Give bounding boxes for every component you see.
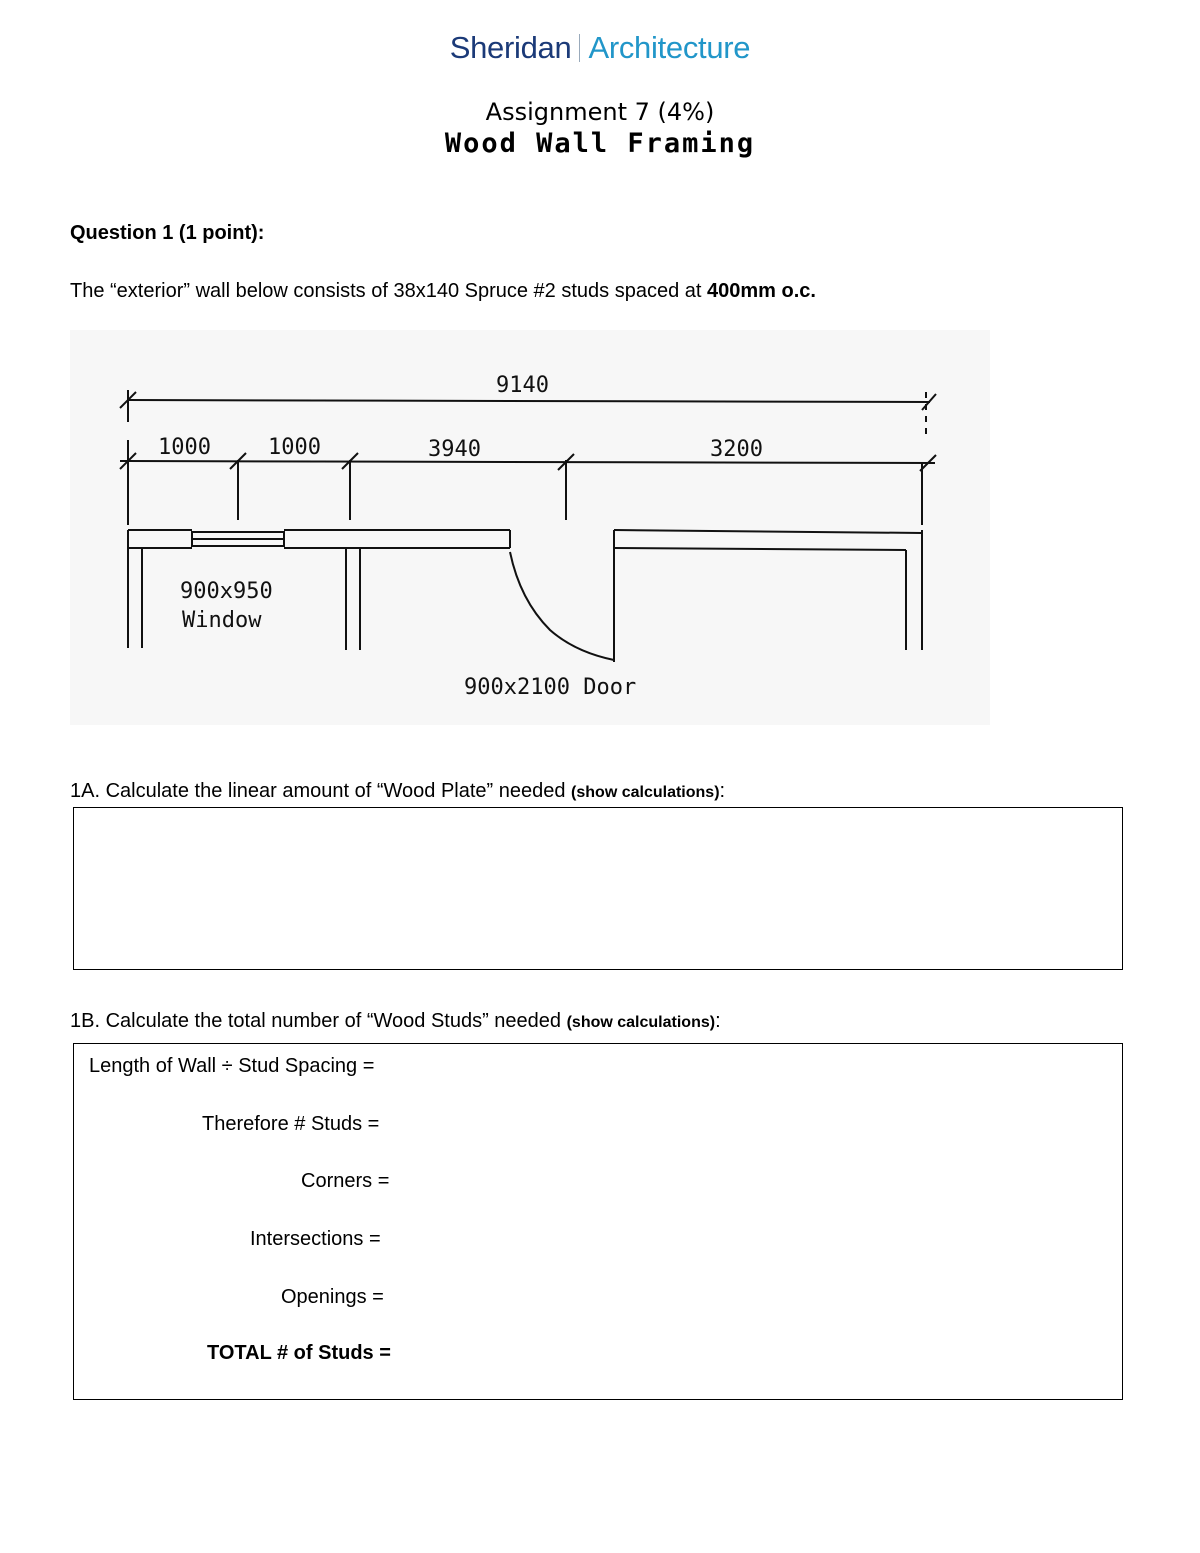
overall-dimension-label: 9140	[496, 373, 549, 398]
window-size-label: 900x950	[180, 579, 273, 604]
dimension-label-4: 3200	[710, 437, 763, 462]
question-1-intro	[70, 280, 816, 303]
logo-divider	[579, 34, 580, 62]
question-1a-note: (show calculations)	[571, 784, 720, 801]
corners-line: Corners =	[301, 1170, 390, 1192]
question-1b-text: 1B. Calculate the total number of “Wood Studs” needed	[70, 1010, 567, 1032]
question-1-heading: Question 1 (1 point):	[70, 222, 265, 244]
sheridan-architecture-logo	[0, 30, 1200, 66]
question-1b-note: (show calculations)	[566, 1014, 716, 1031]
openings-line: Openings =	[281, 1286, 384, 1308]
total-studs-line: TOTAL # of Studs =	[207, 1342, 391, 1364]
dimension-label-1: 1000	[158, 435, 211, 460]
question-1b-prompt	[70, 1010, 721, 1033]
dimension-label-2: 1000	[268, 435, 321, 460]
window-label: Window	[182, 608, 262, 633]
stud-spacing-value: 400mm o.c.	[707, 280, 816, 302]
question-1-intro-text: The “exterior” wall below consists of 38x140 Spruce #2 studs spaced at	[70, 280, 707, 302]
question-1b-colon: :	[715, 1010, 721, 1032]
question-1a-text: 1A. Calculate the linear amount of “Wood Plate” needed	[70, 780, 572, 802]
logo-word-sheridan: Sheridan	[449, 30, 572, 65]
assignment-subtitle: Assignment 7 (4%)	[485, 98, 715, 126]
wall-plan-drawing	[70, 330, 990, 725]
logo-word-architecture: Architecture	[588, 30, 751, 65]
dimension-label-3: 3940	[428, 437, 481, 462]
intersections-line: Intersections =	[250, 1228, 381, 1250]
page-title: Wood Wall Framing	[444, 128, 756, 159]
answer-box-1a[interactable]	[73, 807, 1123, 970]
length-of-wall-line: Length of Wall ÷ Stud Spacing =	[89, 1055, 375, 1077]
therefore-studs-line: Therefore # Studs =	[202, 1113, 380, 1135]
door-label: 900x2100 Door	[464, 675, 637, 700]
question-1a-prompt	[70, 780, 725, 803]
question-1a-colon: :	[719, 780, 726, 802]
